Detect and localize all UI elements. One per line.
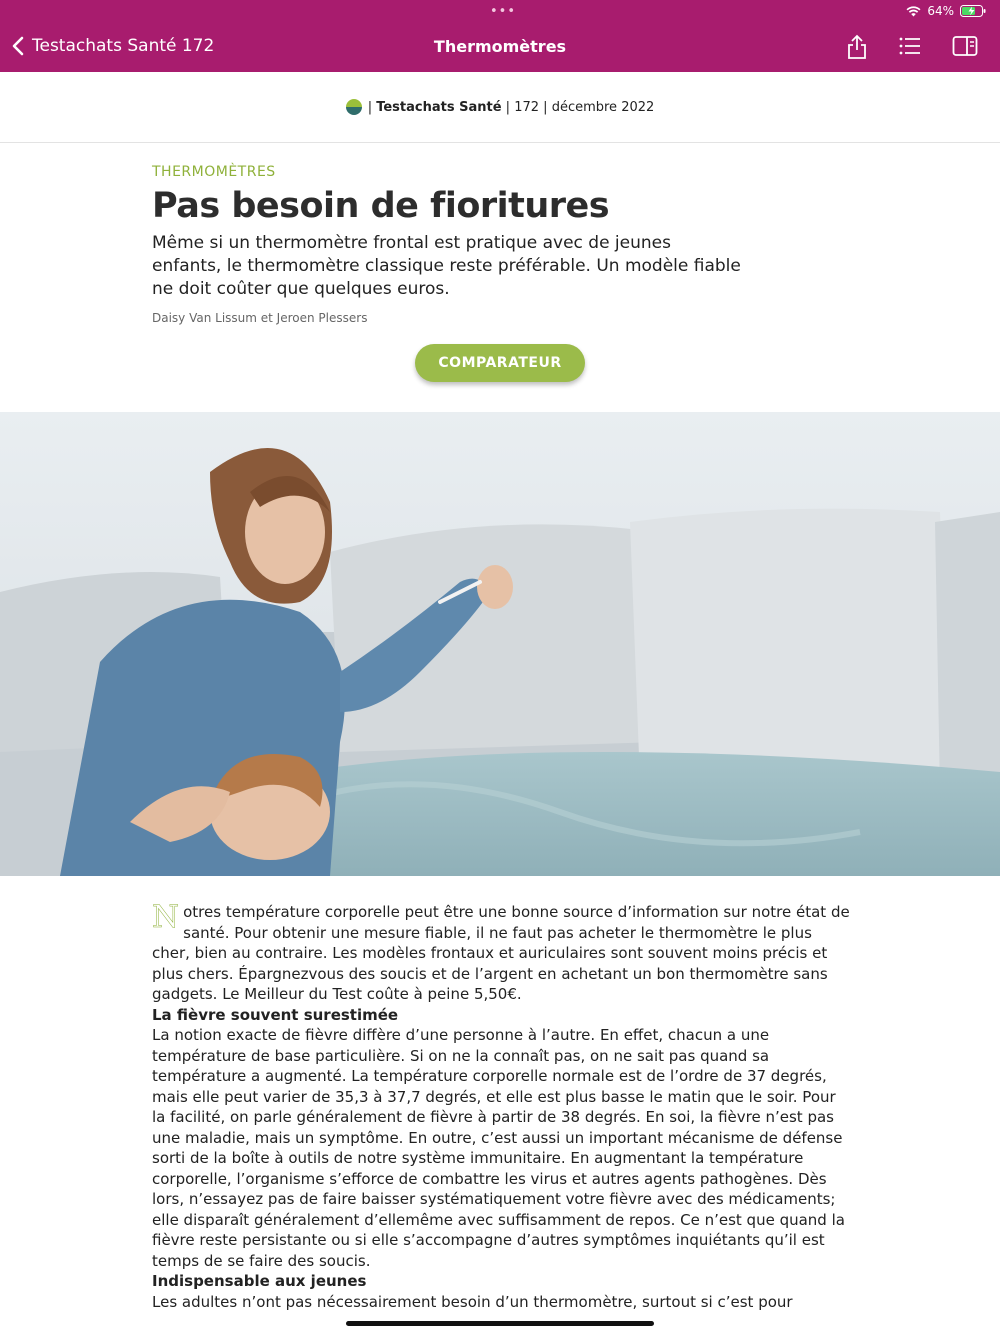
table-of-contents-icon[interactable] [898,34,922,58]
article-header [152,164,852,325]
sidebar-icon[interactable] [952,34,978,58]
section-text-young: Les adultes n’ont pas nécessairement besoin d’un thermomètre, surtout si c’est pour [152,1292,793,1311]
issue-date: décembre 2022 [551,99,655,115]
testachats-logo-icon [346,99,362,115]
article-lead: Même si un thermomètre frontal est pratique avec de jeunes enfants, le thermomètre classique reste préférable. Un modèle fiable ne doit coûter que quelques euros. [152,233,741,299]
publication-name: Testachats Santé [376,99,502,115]
intro-paragraph [152,899,852,1005]
wifi-icon [906,6,921,17]
issue-number: 172 [514,99,540,115]
page-title: Thermomètres [433,37,567,56]
section-heading-fever: La fièvre souvent surestimée [152,1005,399,1024]
battery-charging-icon [960,5,986,17]
article-kicker: THERMOMÈTRES [152,164,276,180]
multitasking-dots-icon[interactable]: ••• [490,4,517,19]
home-indicator[interactable] [346,1321,654,1326]
article-headline: Pas besoin de fioritures [152,186,610,226]
share-icon[interactable] [846,34,868,60]
top-navigation-bar [0,0,1000,72]
battery-percent: 64% [927,4,954,18]
intro-text: otres température corporelle peut être une bonne source d’information sur notre état de santé. Pour obtenir une mesure fiable, il ne faut pas acheter le thermomètre le plus cher, bien au contraire. Les modèles frontaux et auriculaires sont souvent moins précis et plus chers. Épargnezvous des soucis et de l’argent en achetant un bon thermomètre sans gadgets. Le Meilleur du Test coûte à peine 5,50€. [152,903,850,1003]
drop-cap: N [152,899,180,935]
article-authors: Daisy Van Lissum et Jeroen Plessers [152,311,368,325]
back-label: Testachats Santé 172 [32,36,215,56]
status-bar [906,4,986,18]
publication-header: | Testachats Santé | 172 | décembre 2022 [0,72,1000,143]
section-heading-young: Indispensable aux jeunes [152,1272,367,1290]
comparateur-button[interactable]: COMPARATEUR [415,344,585,382]
section-text-fever: La notion exacte de fièvre diffère d’une personne à l’autre. En effet, chacun a une température de base particulière. Si on ne la connaît pas, on ne sait pas quand sa température a augmenté. La température corporelle normale est de l’ordre de 37 degrés, mais elle peut varier de 35,3 à 37,7 degrés, et elle est plus basse le matin que le soir. Pour la facilité, on parle généralement de fièvre à partir de 38 degrés. En soi, la fièvre n’est pas une maladie, mais un symptôme. En outre, c’est aussi un important mécanisme de défense sorti de la boîte à outils de notre système immunitaire. En augmentant la température corporelle, l’organisme s’efforce de combattre les virus et autres agents pathogènes. Dès lors, n’essayez pas de faire baisser systématiquement votre fièvre avec des médicaments; elle disparaît généralement d’ellemême avec suffisamment de repos. Ce n’est que quand la fièvre reste persistante ou si elle s’accompagne d’autres symptômes inquiétants qu’il est temps de se faire des soucis. [152,1026,845,1270]
toolbar-actions [846,34,978,60]
hero-image [0,412,1000,876]
article-body [152,899,852,1312]
